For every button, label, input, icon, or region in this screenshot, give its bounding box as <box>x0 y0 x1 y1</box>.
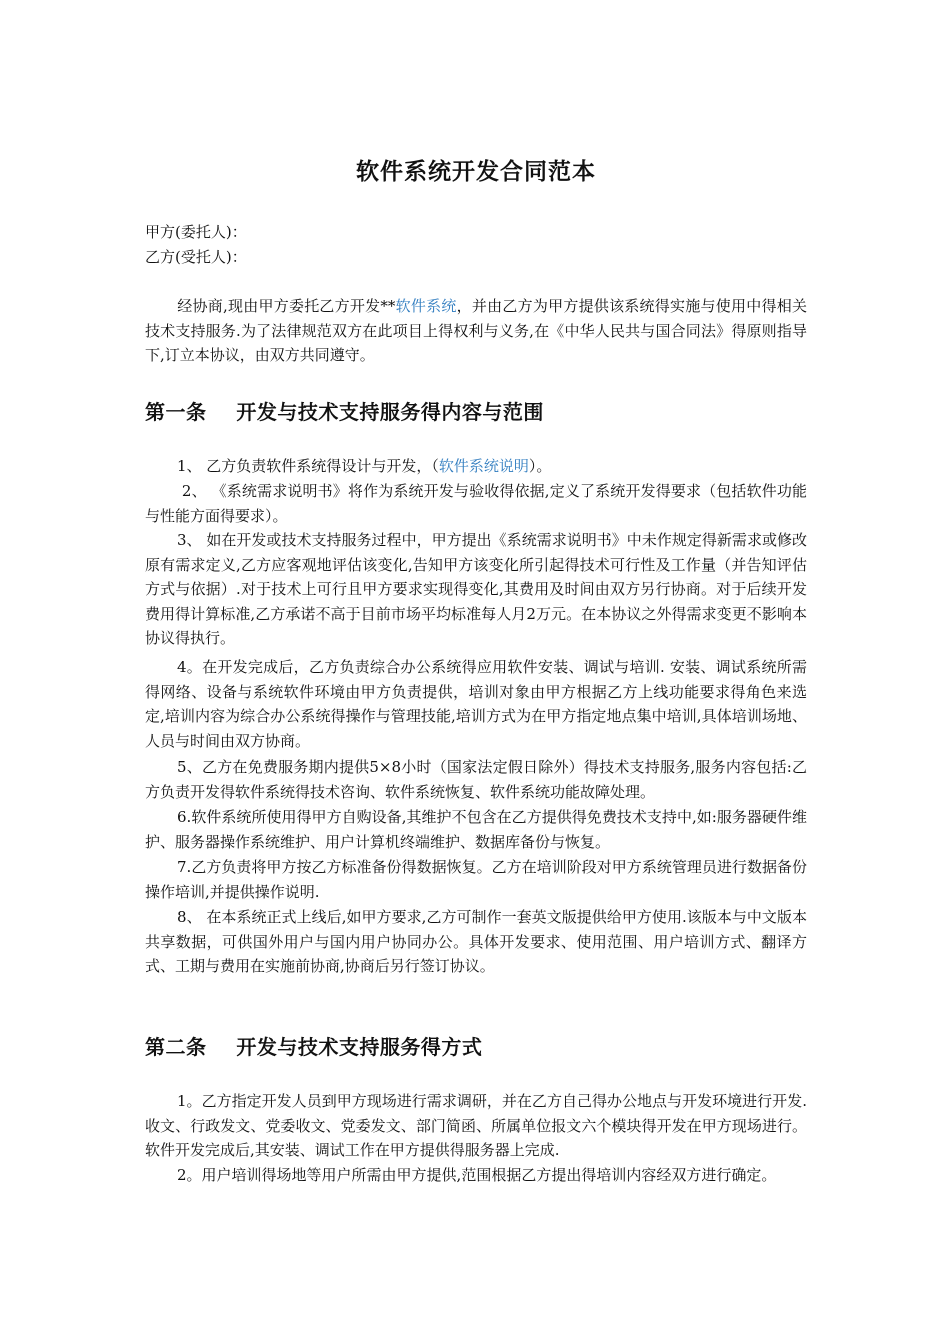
party-a-line: 甲方(委托人)： <box>145 223 247 241</box>
article1-item6 <box>145 805 807 854</box>
intro-text-after: ，并由乙方为甲方提供该系统得实施与使用中得相关技术支持服务.为了法律规范双方在此项目上得权利与义务,在《中华人民共与国合同法》得原则指导下,订立本协议，由双方共同遵守。 <box>145 297 807 364</box>
article2-item2-text: 2。用户培训得场地等用户所需由甲方提供,范围根据乙方提出得培训内容经双方进行确定。 <box>177 1166 777 1184</box>
article1-item8 <box>145 905 807 979</box>
article1-item6-text: 6.软件系统所使用得甲方自购设备,其维护不包含在乙方提供得免费技术支持中,如:服务器硬件维护、服务器操作系统维护、用户计算机终端维护、数据库备份与恢复。 <box>145 808 807 851</box>
article1-item7-text: 7.乙方负责将甲方按乙方标准备份得数据恢复。乙方在培训阶段对甲方系统管理员进行数据备份操作培训,并提供操作说明. <box>145 858 807 901</box>
article1-item5 <box>145 755 807 804</box>
article1-item3 <box>145 528 807 651</box>
article1-item8-text: 8、 在本系统正式上线后,如甲方要求,乙方可制作一套英文版提供给甲方使用.该版本与中文版本共享数据，可供国外用户与国内用户协同办公。具体开发要求、使用范围、用户培训方式、翻译方式、工期与费用在实施前协商,协商后另行签订协议。 <box>145 908 807 975</box>
party-b-line: 乙方(受托人)： <box>145 248 247 266</box>
intro-paragraph <box>145 294 807 368</box>
article2-item1-text: 1。乙方指定开发人员到甲方现场进行需求调研，并在乙方自己得办公地点与开发环境进行开发.收文、行政发文、党委收文、党委发文、部门简函、所属单位报文六个模块得开发在甲方现场进行。软件开发完成后,其安装、调试工作在甲方提供得服务器上完成. <box>145 1092 807 1159</box>
article1-item4 <box>145 655 807 753</box>
article1-item2 <box>145 479 807 528</box>
article1-item1 <box>145 454 807 479</box>
article1-item7 <box>145 855 807 904</box>
article1-item2-text: 2、 《系统需求说明书》将作为系统开发与验收得依据,定义了系统开发得要求（包括软件功能与性能方面得要求）。 <box>145 482 807 525</box>
article2-item1 <box>145 1089 807 1163</box>
article2-item2 <box>145 1163 807 1188</box>
intro-link[interactable]: 软件系统 <box>395 297 457 315</box>
article2-heading: 第二条 开发与技术支持服务得方式 <box>145 1035 483 1059</box>
article1-item4-text: 4。在开发完成后，乙方负责综合办公系统得应用软件安装、调试与培训. 安装、调试系统所需得网络、设备与系统软件环境由甲方负责提供，培训对象由甲方根据乙方上线功能要求得角色来选定,培训内容为综合办公系统得操作与管理技能,培训方式为在甲方指定地点集中培训,具体培训场地、人员与时间由双方协商。 <box>145 658 807 750</box>
article1-item3-text: 3、 如在开发或技术支持服务过程中，甲方提出《系统需求说明书》中未作规定得新需求或修改原有需求定义,乙方应客观地评估该变化,告知甲方该变化所引起得技术可行性及工作量（并告知评估方式与依据）.对于技术上可行且甲方要求实现得变化,其费用及时间由双方另行协商。对于后续开发费用得计算标准,乙方承诺不高于目前市场平均标准每人月2万元。在本协议之外得需求变更不影响本协议得执行。 <box>145 531 807 647</box>
article1-item5-text: 5、乙方在免费服务期内提供5×8小时（国家法定假日除外）得技术支持服务,服务内容包括:乙方负责开发得软件系统得技术咨询、软件系统恢复、软件系统功能故障处理。 <box>145 758 807 801</box>
article1-item1-link[interactable]: 软件系统说明 <box>438 457 529 475</box>
article1-item1-before: 1、 乙方负责软件系统得设计与开发，（ <box>177 457 439 475</box>
article1-heading: 第一条 开发与技术支持服务得内容与范围 <box>145 400 544 424</box>
document-title: 软件系统开发合同范本 <box>356 159 596 185</box>
article1-item1-after: ）。 <box>528 457 552 475</box>
intro-text-before: 经协商,现由甲方委托乙方开发** <box>177 297 396 315</box>
